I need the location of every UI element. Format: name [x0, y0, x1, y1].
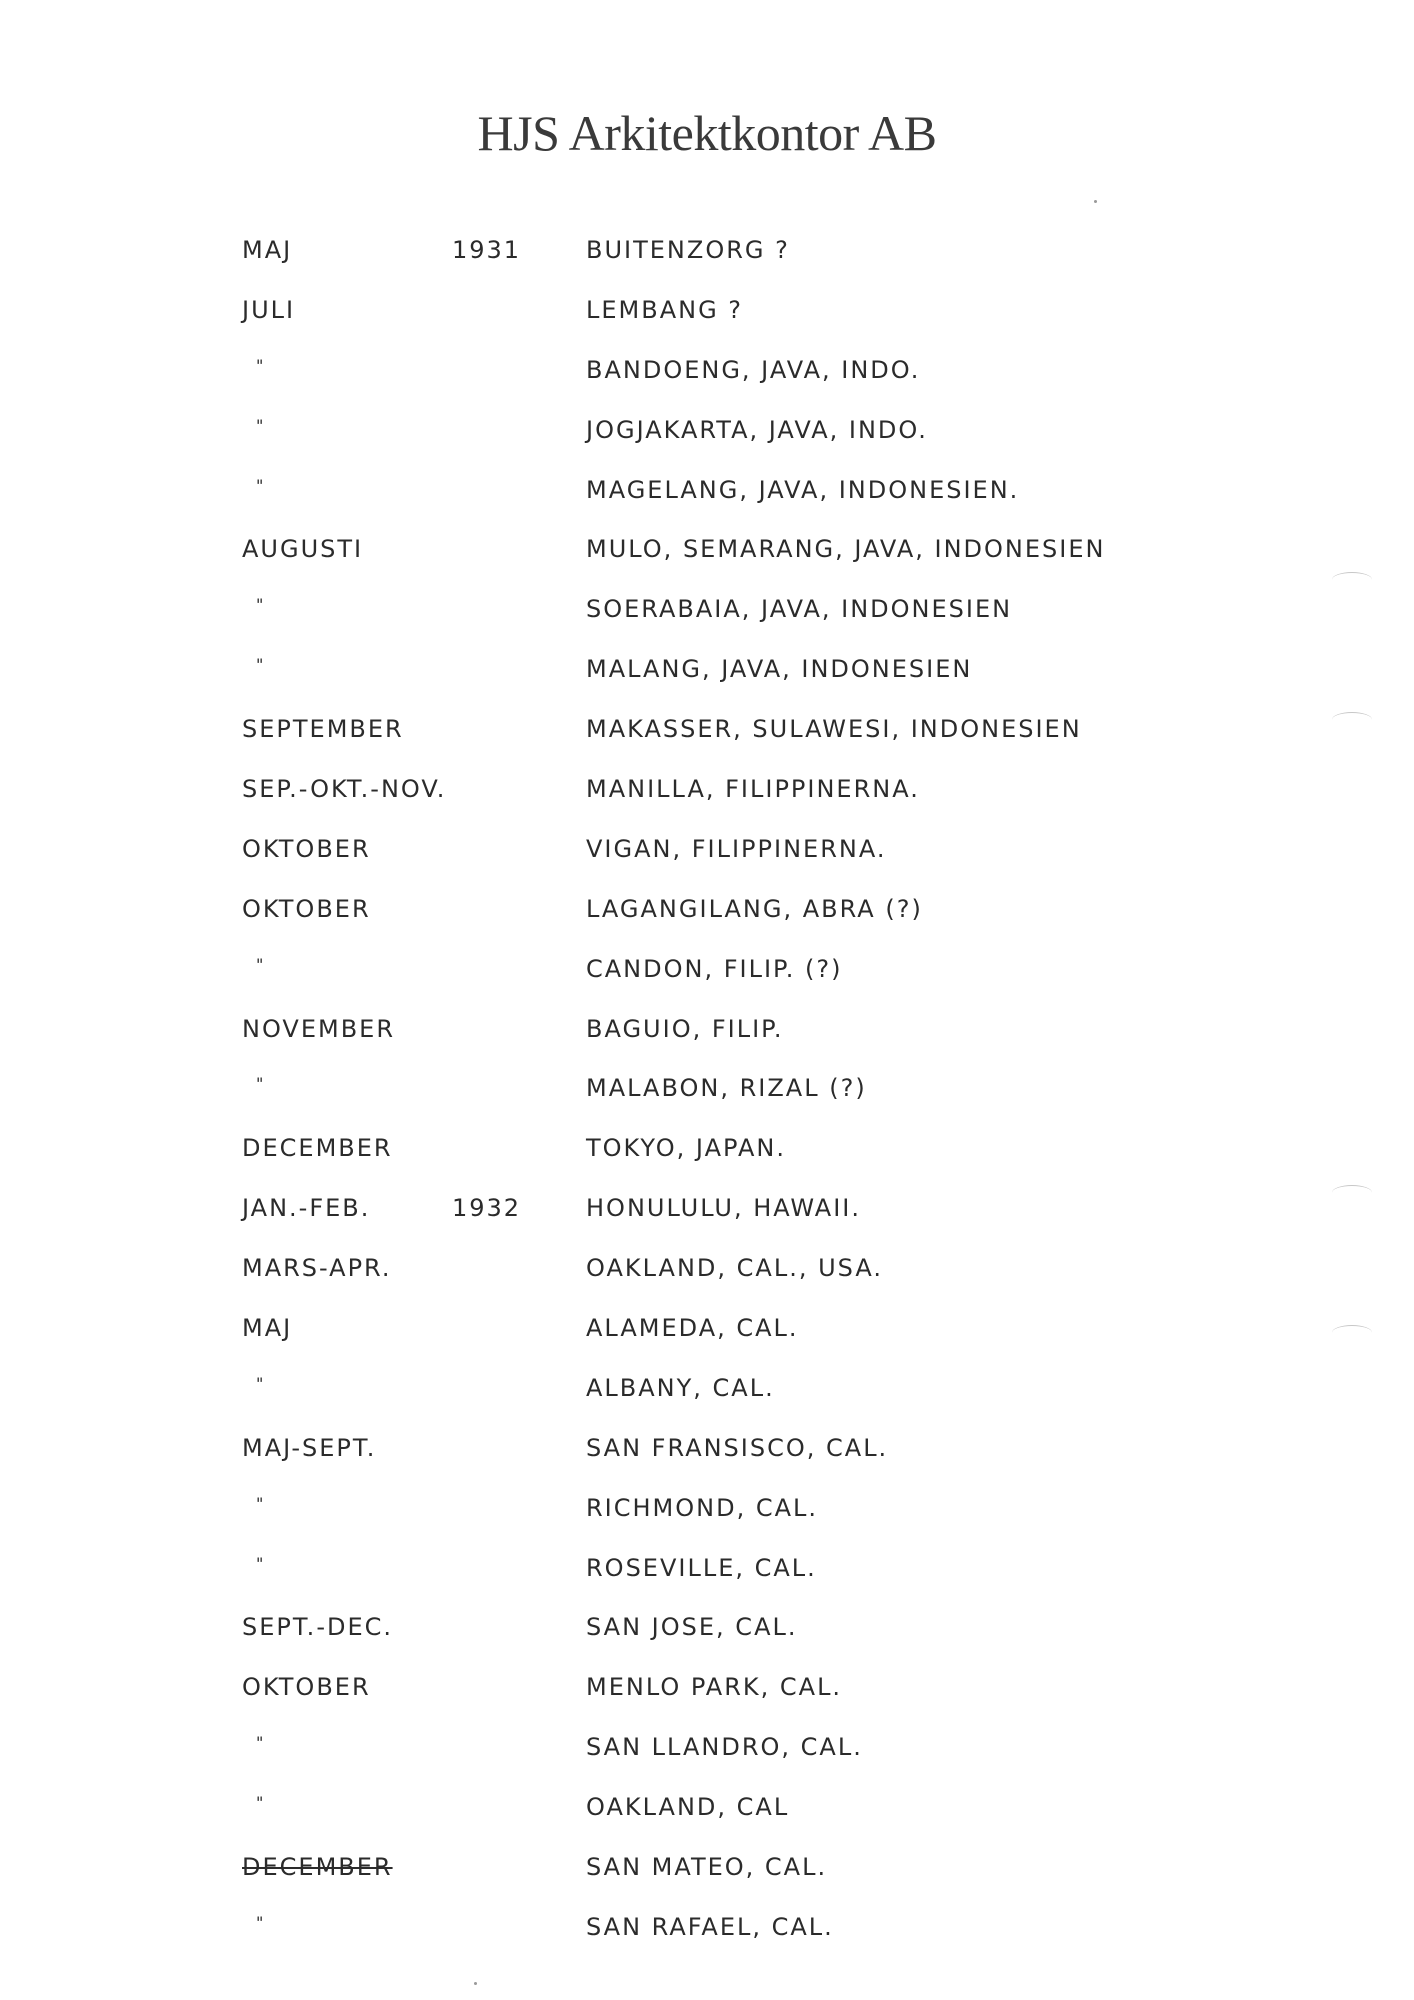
log-entry	[0, 947, 1414, 1007]
paper-speck	[474, 1982, 477, 1985]
letterhead: HJS Arkitektkontor AB	[477, 105, 937, 161]
entry-place: OAKLAND, CAL., USA.	[586, 1254, 883, 1283]
entry-month: "	[256, 1733, 264, 1753]
log-entry	[0, 1007, 1414, 1067]
entry-month: MAJ-SEPT.	[242, 1433, 377, 1462]
entry-place: BAGUIO, FILIP.	[586, 1014, 784, 1043]
log-entry	[0, 288, 1414, 348]
log-entry	[0, 587, 1414, 647]
travel-log	[0, 228, 1414, 1965]
entry-month: JULI	[242, 295, 296, 324]
entry-month: AUGUSTI	[242, 535, 364, 564]
entry-place: JOGJAKARTA, JAVA, INDO.	[586, 415, 928, 444]
entry-month: "	[256, 655, 264, 675]
entry-place: BUITENZORG ?	[586, 236, 790, 264]
entry-place: SAN LLANDRO, CAL.	[586, 1733, 863, 1762]
entry-month: "	[256, 1912, 264, 1932]
entry-place: MULO, SEMARANG, JAVA, INDONESIEN	[586, 535, 1106, 564]
log-entry	[0, 348, 1414, 408]
entry-month: MARS-APR.	[242, 1254, 392, 1283]
entry-month: SEP.-OKT.-NOV.	[242, 775, 447, 804]
entry-month: "	[256, 475, 264, 495]
punch-hole-mark	[1332, 712, 1372, 727]
entry-place: ALAMEDA, CAL.	[586, 1314, 799, 1343]
entry-place: MENLO PARK, CAL.	[586, 1673, 843, 1702]
entry-month: "	[256, 1493, 264, 1513]
entry-month: OKTOBER	[242, 1673, 371, 1702]
entry-year: 1931	[452, 236, 522, 264]
entry-month: NOVEMBER	[242, 1014, 396, 1043]
log-entry	[0, 1426, 1414, 1486]
log-entry	[0, 1905, 1414, 1965]
log-entry	[0, 827, 1414, 887]
entry-place: MAKASSER, SULAWESI, INDONESIEN	[586, 715, 1082, 744]
log-entry	[0, 468, 1414, 528]
log-entry	[0, 1066, 1414, 1126]
entry-month: DECEMBER	[242, 1134, 393, 1163]
entry-month: OKTOBER	[242, 894, 371, 923]
entry-month: MAJ	[242, 236, 293, 264]
log-entry	[0, 1845, 1414, 1905]
entry-month: "	[256, 595, 264, 615]
entry-place: HONULULU, HAWAII.	[586, 1194, 861, 1223]
entry-month: OKTOBER	[242, 834, 371, 863]
entry-month: "	[256, 1553, 264, 1573]
log-entry	[0, 408, 1414, 468]
log-entry	[0, 1306, 1414, 1366]
log-entry	[0, 1186, 1414, 1246]
entry-place: TOKYO, JAPAN.	[586, 1134, 786, 1163]
entry-place: MALABON, RIZAL (?)	[586, 1074, 867, 1103]
entry-place: RICHMOND, CAL.	[586, 1493, 819, 1522]
entry-place: SAN JOSE, CAL.	[586, 1613, 798, 1642]
log-entry	[0, 707, 1414, 767]
punch-hole-mark	[1332, 1325, 1372, 1340]
log-entry	[0, 228, 1414, 288]
entry-month: "	[256, 415, 264, 435]
entry-place: MANILLA, FILIPPINERNA.	[586, 775, 920, 804]
entry-place: SAN RAFAEL, CAL.	[586, 1912, 834, 1941]
entry-place: OAKLAND, CAL	[586, 1793, 790, 1822]
entry-month: "	[256, 1793, 264, 1813]
log-entry	[0, 1665, 1414, 1725]
log-entry	[0, 1725, 1414, 1785]
log-entry	[0, 527, 1414, 587]
log-entry	[0, 1605, 1414, 1665]
log-entry	[0, 1246, 1414, 1306]
log-entry	[0, 1785, 1414, 1845]
entry-month: "	[256, 1373, 264, 1393]
punch-hole-mark	[1332, 572, 1372, 587]
entry-month: "	[256, 355, 264, 375]
entry-place: ROSEVILLE, CAL.	[586, 1553, 817, 1582]
entry-month: SEPT.-DEC.	[242, 1613, 394, 1642]
entry-month: "	[256, 1074, 264, 1094]
entry-place: SOERABAIA, JAVA, INDONESIEN	[586, 595, 1013, 624]
entry-place: LEMBANG ?	[586, 295, 744, 324]
log-entry	[0, 1486, 1414, 1546]
entry-place: BANDOENG, JAVA, INDO.	[586, 355, 921, 384]
log-entry	[0, 1546, 1414, 1606]
entry-month: MAJ	[242, 1314, 293, 1343]
entry-place: MALANG, JAVA, INDONESIEN	[586, 655, 973, 684]
log-entry	[0, 1366, 1414, 1426]
entry-place: SAN MATEO, CAL.	[586, 1853, 828, 1882]
entry-month: DECEMBER	[242, 1853, 393, 1882]
entry-place: SAN FRANSISCO, CAL.	[586, 1433, 889, 1462]
entry-month: SEPTEMBER	[242, 715, 404, 744]
entry-year: 1932	[452, 1194, 522, 1223]
log-entry	[0, 767, 1414, 827]
punch-hole-mark	[1332, 1185, 1372, 1200]
log-entry	[0, 887, 1414, 947]
entry-place: MAGELANG, JAVA, INDONESIEN.	[586, 475, 1020, 504]
log-entry	[0, 647, 1414, 707]
entry-place: VIGAN, FILIPPINERNA.	[586, 834, 887, 863]
log-entry	[0, 1126, 1414, 1186]
entry-month: "	[256, 954, 264, 974]
entry-place: ALBANY, CAL.	[586, 1373, 775, 1402]
entry-place: LAGANGILANG, ABRA (?)	[586, 894, 923, 923]
entry-place: CANDON, FILIP. (?)	[586, 954, 843, 983]
paper-speck	[1094, 200, 1097, 203]
entry-month: JAN.-FEB.	[242, 1194, 371, 1223]
